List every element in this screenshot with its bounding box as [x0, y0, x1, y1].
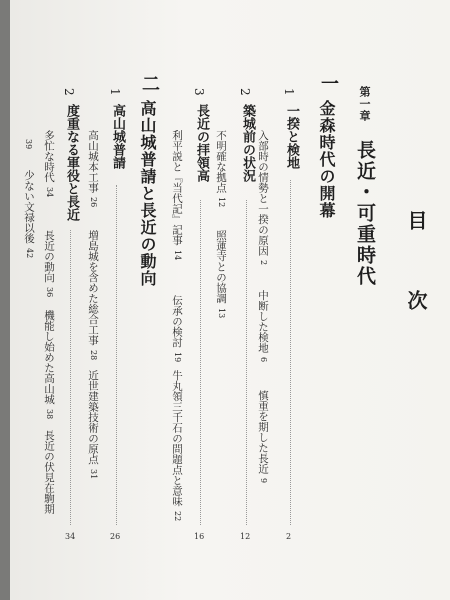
page-number: 26	[110, 532, 121, 541]
section-number: 1	[282, 88, 296, 96]
section-title: 高山城普請	[110, 104, 125, 169]
page-number: 2	[286, 532, 292, 541]
toc-item: 多忙な時代34	[43, 130, 55, 197]
section-number: 2	[62, 88, 76, 96]
section-title: 度重なる軍役と長近	[64, 104, 79, 221]
part-title: 高山城普請と長近の動向	[138, 100, 157, 287]
page-number: 12	[240, 532, 251, 541]
dotted-leader	[116, 185, 117, 525]
section-number: 3	[192, 88, 206, 96]
toc-item: 入部時の情勢と一揆の原因2	[257, 130, 269, 266]
chapter-title: 長近・可重時代	[354, 140, 376, 287]
toc-item: 機能し始めた高山城38	[43, 310, 55, 419]
toc-item: 牛丸領三千石の問題点と意味22	[171, 370, 183, 521]
dotted-leader	[70, 230, 71, 525]
dotted-leader	[200, 200, 201, 525]
toc-item: 利平説と『当代記』記事14	[171, 130, 183, 260]
toc-item: 慎重を期した長近9	[257, 390, 269, 484]
page-number: 16	[194, 532, 205, 541]
part-number: 一	[318, 74, 339, 92]
part-title: 金森時代の開幕	[317, 100, 336, 219]
toc-title: 目 次	[404, 210, 428, 330]
dotted-leader	[290, 180, 291, 525]
toc-item: 照蓮寺との協調13	[215, 230, 227, 318]
toc-item: 長近の伏見在駒期	[43, 430, 55, 514]
chapter-number: 第一章	[358, 86, 371, 122]
toc-item: 不明確な拠点12	[215, 130, 227, 208]
section-title: 一揆と検地	[284, 104, 299, 169]
toc-item: 増島城を含めた総合工事28	[87, 230, 99, 360]
toc-item: 少ない文禄以後42	[23, 170, 35, 258]
toc-item: 伝承の検討19	[171, 295, 183, 362]
book-page	[10, 0, 450, 600]
section-title: 築城前の状況	[240, 104, 255, 182]
part-number: 二	[139, 74, 160, 92]
toc-item: 高山城本工事26	[87, 130, 99, 208]
dotted-leader	[246, 200, 247, 525]
section-title: 長近の拝領高	[194, 104, 209, 182]
toc-item: 39	[24, 139, 33, 150]
toc-item: 長近の動向36	[43, 230, 55, 297]
section-number: 1	[108, 88, 122, 96]
section-number: 2	[238, 88, 252, 96]
toc-item: 中断した検地6	[257, 290, 269, 363]
page-number: 34	[65, 532, 76, 541]
toc-item: 近世建築技術の原点31	[87, 370, 99, 479]
